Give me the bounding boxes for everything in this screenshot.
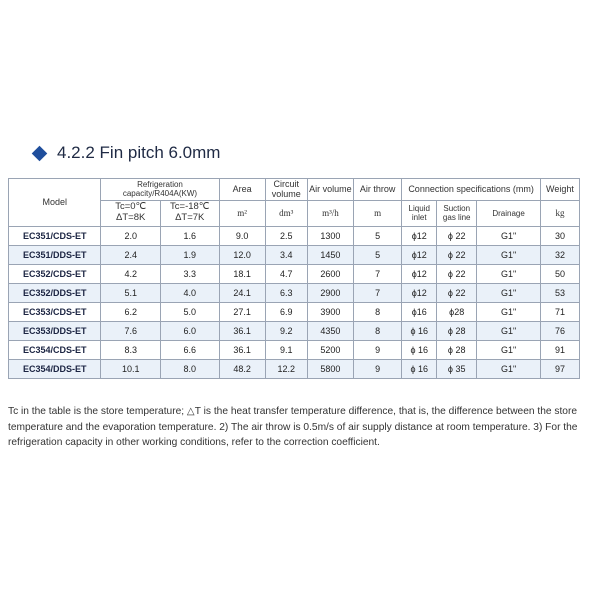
cell-weight: 53 [540,283,579,302]
header-suction-gas-line: Suction gas line [437,200,477,226]
cell-liquid-inlet: ϕ12 [402,226,437,245]
header-capacity: Refrigeration capacity/R404A(KW) [101,179,219,201]
header-model: Model [9,179,101,227]
cell-air-throw: 7 [354,283,402,302]
cell-area: 9.0 [219,226,265,245]
cell-model: EC352/CDS-ET [9,264,101,283]
cell-model: EC351/CDS-ET [9,226,101,245]
cell-area: 36.1 [219,340,265,359]
cell-air-volume: 4350 [307,321,353,340]
cell-suction-gas-line: ϕ28 [437,302,477,321]
cell-air-throw: 9 [354,340,402,359]
header-air-throw: Air throw [354,179,402,201]
cell-capacity-tc18: 3.3 [160,264,219,283]
cell-air-volume: 5800 [307,359,353,378]
cell-model: EC354/DDS-ET [9,359,101,378]
unit-weight: kg [540,200,579,226]
cell-liquid-inlet: ϕ12 [402,245,437,264]
header-condition-2: Tc=-18℃ ΔT=7K [160,200,219,226]
cell-capacity-tc0: 7.6 [101,321,161,340]
header-air-volume: Air volume [307,179,353,201]
header-connection: Connection specifications (mm) [402,179,541,201]
cell-circuit-volume: 3.4 [265,245,307,264]
cell-model: EC351/DDS-ET [9,245,101,264]
cell-weight: 32 [540,245,579,264]
cell-weight: 30 [540,226,579,245]
header-area: Area [219,179,265,201]
cell-circuit-volume: 9.2 [265,321,307,340]
cell-suction-gas-line: ϕ 22 [437,264,477,283]
cell-drainage: G1" [477,359,541,378]
cell-capacity-tc18: 6.6 [160,340,219,359]
unit-air-volume: m³/h [307,200,353,226]
cell-circuit-volume: 4.7 [265,264,307,283]
cell-liquid-inlet: ϕ12 [402,264,437,283]
table-row [9,359,580,378]
cell-circuit-volume: 12.2 [265,359,307,378]
cell-capacity-tc18: 1.9 [160,245,219,264]
cell-area: 27.1 [219,302,265,321]
cell-liquid-inlet: ϕ12 [402,283,437,302]
cell-circuit-volume: 6.3 [265,283,307,302]
cell-capacity-tc0: 2.4 [101,245,161,264]
specification-table [8,178,580,379]
cell-capacity-tc18: 8.0 [160,359,219,378]
table-row [9,226,580,245]
cell-drainage: G1" [477,340,541,359]
cell-air-volume: 3900 [307,302,353,321]
cell-suction-gas-line: ϕ 35 [437,359,477,378]
cell-drainage: G1" [477,264,541,283]
cell-air-throw: 8 [354,321,402,340]
cell-circuit-volume: 9.1 [265,340,307,359]
diamond-bullet-icon [32,145,48,161]
cell-air-throw: 5 [354,226,402,245]
unit-air-throw: m [354,200,402,226]
header-condition-1: Tc=0℃ ΔT=8K [101,200,161,226]
cell-liquid-inlet: ϕ16 [402,302,437,321]
cell-area: 18.1 [219,264,265,283]
cell-capacity-tc0: 8.3 [101,340,161,359]
cell-suction-gas-line: ϕ 22 [437,226,477,245]
cell-weight: 50 [540,264,579,283]
cell-drainage: G1" [477,245,541,264]
cell-air-volume: 1450 [307,245,353,264]
cell-weight: 91 [540,340,579,359]
header-circuit-volume: Circuit volume [265,179,307,201]
cell-capacity-tc0: 5.1 [101,283,161,302]
cell-suction-gas-line: ϕ 28 [437,340,477,359]
cell-suction-gas-line: ϕ 22 [437,283,477,302]
table-row [9,283,580,302]
cell-drainage: G1" [477,226,541,245]
cell-suction-gas-line: ϕ 22 [437,245,477,264]
cell-capacity-tc0: 4.2 [101,264,161,283]
cell-capacity-tc18: 5.0 [160,302,219,321]
cell-circuit-volume: 6.9 [265,302,307,321]
cell-area: 24.1 [219,283,265,302]
cell-weight: 76 [540,321,579,340]
cell-liquid-inlet: ϕ 16 [402,340,437,359]
table-row [9,264,580,283]
cell-air-throw: 8 [354,302,402,321]
table-row [9,321,580,340]
cell-air-volume: 5200 [307,340,353,359]
cell-model: EC353/CDS-ET [9,302,101,321]
header-drainage: Drainage [477,200,541,226]
cell-area: 12.0 [219,245,265,264]
cell-weight: 71 [540,302,579,321]
table-body [9,226,580,378]
cell-capacity-tc18: 6.0 [160,321,219,340]
cell-drainage: G1" [477,302,541,321]
cell-model: EC353/DDS-ET [9,321,101,340]
cell-capacity-tc18: 4.0 [160,283,219,302]
cell-air-throw: 7 [354,264,402,283]
cell-capacity-tc0: 6.2 [101,302,161,321]
table-row [9,302,580,321]
unit-circuit-volume: dm³ [265,200,307,226]
table-row [9,245,580,264]
cell-air-throw: 9 [354,359,402,378]
table-row [9,340,580,359]
cell-air-volume: 2900 [307,283,353,302]
cell-capacity-tc0: 2.0 [101,226,161,245]
footnote-text: Tc in the table is the store temperature; △T is the heat transfer temperature difference, that is, the difference between the store temperature and the evaporation temperature. 2) The air throw is 0.5m/s of air supply distance at room temperature. 3) For the refrigeration capacity in other working conditions, refer to the correction coefficient. [8,406,578,448]
cell-capacity-tc18: 1.6 [160,226,219,245]
cell-air-throw: 5 [354,245,402,264]
cell-drainage: G1" [477,321,541,340]
cell-liquid-inlet: ϕ 16 [402,359,437,378]
cell-area: 48.2 [219,359,265,378]
unit-area: m² [219,200,265,226]
cell-liquid-inlet: ϕ 16 [402,321,437,340]
cell-suction-gas-line: ϕ 28 [437,321,477,340]
header-liquid-inlet: Liquid inlet [402,200,437,226]
section-title: 4.2.2 Fin pitch 6.0mm [57,143,221,162]
cell-capacity-tc0: 10.1 [101,359,161,378]
cell-air-volume: 1300 [307,226,353,245]
cell-weight: 97 [540,359,579,378]
cell-air-volume: 2600 [307,264,353,283]
cell-area: 36.1 [219,321,265,340]
cell-drainage: G1" [477,283,541,302]
cell-model: EC354/CDS-ET [9,340,101,359]
cell-model: EC352/DDS-ET [9,283,101,302]
cell-circuit-volume: 2.5 [265,226,307,245]
section-heading [34,143,220,163]
header-weight: Weight [540,179,579,201]
